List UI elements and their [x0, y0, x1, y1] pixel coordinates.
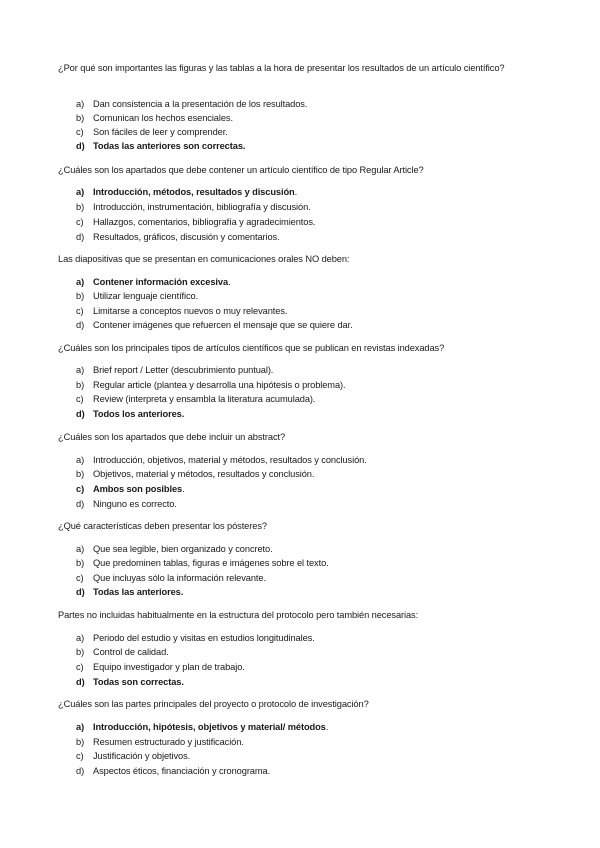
option-suffix: .	[294, 187, 298, 197]
option-text: Dan consistencia a la presentación de los resultados.	[93, 99, 308, 109]
q1-option-b	[76, 112, 546, 125]
option-letter: c)	[76, 484, 85, 494]
q5-option-a	[76, 454, 546, 467]
q7-option-a	[76, 632, 546, 645]
option-letter: a)	[76, 544, 85, 554]
option-text: Utilizar lenguaje científico.	[93, 291, 199, 301]
q8-option-c	[76, 750, 546, 763]
option-text: Que sea legible, bien organizado y concreto.	[93, 544, 273, 554]
option-text: Review (interpreta y ensambla la literatura acumulada).	[93, 394, 316, 404]
option-letter: b)	[76, 737, 85, 747]
question-1: ¿Por qué son importantes las figuras y las tablas a la hora de presentar los resultados de un artículo científico?	[58, 63, 505, 73]
question-6: ¿Qué características deben presentar los pósteres?	[58, 521, 267, 531]
option-suffix: .	[182, 484, 185, 494]
q6-option-c	[76, 572, 546, 585]
q7-option-b	[76, 646, 546, 659]
option-letter: b)	[76, 202, 85, 212]
q8-option-a-correct	[76, 721, 546, 734]
option-text: Todas son correctas.	[93, 677, 184, 687]
q3-option-d	[76, 319, 546, 332]
q2-option-b	[76, 201, 546, 214]
option-text: Son fáciles de leer y comprender.	[93, 127, 228, 137]
option-text: Todas las anteriores.	[93, 587, 184, 597]
q6-option-a	[76, 543, 546, 556]
option-letter: a)	[76, 277, 85, 287]
option-letter: c)	[76, 306, 84, 316]
option-letter: c)	[76, 127, 84, 137]
q1-option-c	[76, 126, 546, 139]
option-text: Equipo investigador y plan de trabajo.	[93, 662, 245, 672]
option-suffix: .	[228, 277, 231, 287]
option-text: Ambos son posibles	[93, 484, 183, 494]
option-text: Contener información excesiva	[93, 277, 229, 287]
option-text: Contener imágenes que refuercen el mensaje que se quiere dar.	[93, 320, 353, 330]
q2-option-a-correct	[76, 186, 546, 199]
option-text: Resumen estructurado y justificación.	[93, 737, 244, 747]
option-text: Periodo del estudio y visitas en estudios longitudinales.	[93, 633, 315, 643]
option-letter: d)	[76, 766, 85, 776]
option-letter: d)	[76, 499, 85, 509]
option-letter: a)	[76, 99, 85, 109]
q4-option-b	[76, 379, 546, 392]
option-letter: b)	[76, 469, 85, 479]
option-text: Regular article (plantea y desarrolla una hipótesis o problema).	[93, 380, 346, 390]
q2-option-c	[76, 216, 546, 229]
option-text: Todos los anteriores.	[93, 409, 185, 419]
option-letter: d)	[76, 232, 85, 242]
option-text: Comunican los hechos esenciales.	[93, 113, 233, 123]
option-letter: a)	[76, 365, 85, 375]
question-2: ¿Cuáles son los apartados que debe contener un artículo científico de tipo Regular Article?	[58, 165, 424, 175]
question-4: ¿Cuáles son los principales tipos de artículos científicos que se publican en revistas indexadas?	[58, 343, 445, 353]
option-letter: d)	[76, 141, 85, 151]
q1-option-a	[76, 98, 546, 111]
option-letter: b)	[76, 291, 85, 301]
q1-option-d-correct	[76, 140, 546, 153]
q3-option-a-correct	[76, 276, 546, 289]
q3-option-b	[76, 290, 546, 303]
option-letter: b)	[76, 380, 85, 390]
q5-option-d	[76, 498, 546, 511]
option-letter: c)	[76, 573, 84, 583]
question-8: ¿Cuáles son las partes principales del proyecto o protocolo de investigación?	[58, 699, 369, 709]
option-letter: c)	[76, 217, 84, 227]
question-3: Las diapositivas que se presentan en comunicaciones orales NO deben:	[58, 254, 350, 264]
option-letter: c)	[76, 751, 84, 761]
option-text: Brief report / Letter (descubrimiento puntual).	[93, 365, 274, 375]
option-text: Limitarse a conceptos nuevos o muy relevantes.	[93, 306, 288, 316]
q4-option-d-correct	[76, 408, 546, 421]
q3-option-c	[76, 305, 546, 318]
option-text: Introducción, objetivos, material y métodos, resultados y conclusión.	[93, 455, 367, 465]
option-text: Control de calidad.	[93, 647, 169, 657]
option-letter: c)	[76, 662, 84, 672]
option-letter: d)	[76, 587, 85, 597]
q4-option-c	[76, 393, 546, 406]
option-letter: b)	[76, 647, 85, 657]
q7-option-d-correct	[76, 676, 546, 689]
q2-option-d	[76, 231, 546, 244]
q5-option-b	[76, 468, 546, 481]
option-letter: a)	[76, 455, 85, 465]
option-letter: d)	[76, 677, 85, 687]
q6-option-b	[76, 557, 546, 570]
option-text: Introducción, métodos, resultados y discusión	[93, 187, 295, 197]
option-letter: d)	[76, 320, 85, 330]
option-text: Que predominen tablas, figuras e imágenes sobre el texto.	[93, 558, 329, 568]
option-letter: b)	[76, 558, 85, 568]
option-letter: a)	[76, 187, 85, 197]
option-text: Hallazgos, comentarios, bibliografía y agradecimientos.	[93, 217, 316, 227]
q7-option-c	[76, 661, 546, 674]
option-text: Introducción, hipótesis, objetivos y material/ métodos	[93, 722, 326, 732]
option-letter: d)	[76, 409, 85, 419]
option-letter: b)	[76, 113, 85, 123]
q8-option-d	[76, 765, 546, 778]
option-letter: c)	[76, 394, 84, 404]
option-letter: a)	[76, 633, 85, 643]
option-text: Aspectos éticos, financiación y cronograma.	[93, 766, 271, 776]
q4-option-a	[76, 364, 546, 377]
q8-option-b	[76, 736, 546, 749]
option-text: Que incluyas sólo la información relevante.	[93, 573, 266, 583]
option-text: Introducción, instrumentación, bibliografía y discusión.	[93, 202, 311, 212]
option-text: Justificación y objetivos.	[93, 751, 191, 761]
option-text: Objetivos, material y métodos, resultados y conclusión.	[93, 469, 315, 479]
option-text: Resultados, gráficos, discusión y comentarios.	[93, 232, 280, 242]
option-text: Ninguno es correcto.	[93, 499, 177, 509]
question-5: ¿Cuáles son los apartados que debe incluir un abstract?	[58, 432, 286, 442]
option-letter: a)	[76, 722, 85, 732]
q5-option-c-correct	[76, 483, 546, 496]
option-text: Todas las anteriores son correctas.	[93, 141, 246, 151]
question-7: Partes no incluidas habitualmente en la estructura del protocolo pero también necesarias:	[58, 610, 419, 620]
option-suffix: .	[325, 722, 329, 732]
q6-option-d-correct	[76, 586, 546, 599]
